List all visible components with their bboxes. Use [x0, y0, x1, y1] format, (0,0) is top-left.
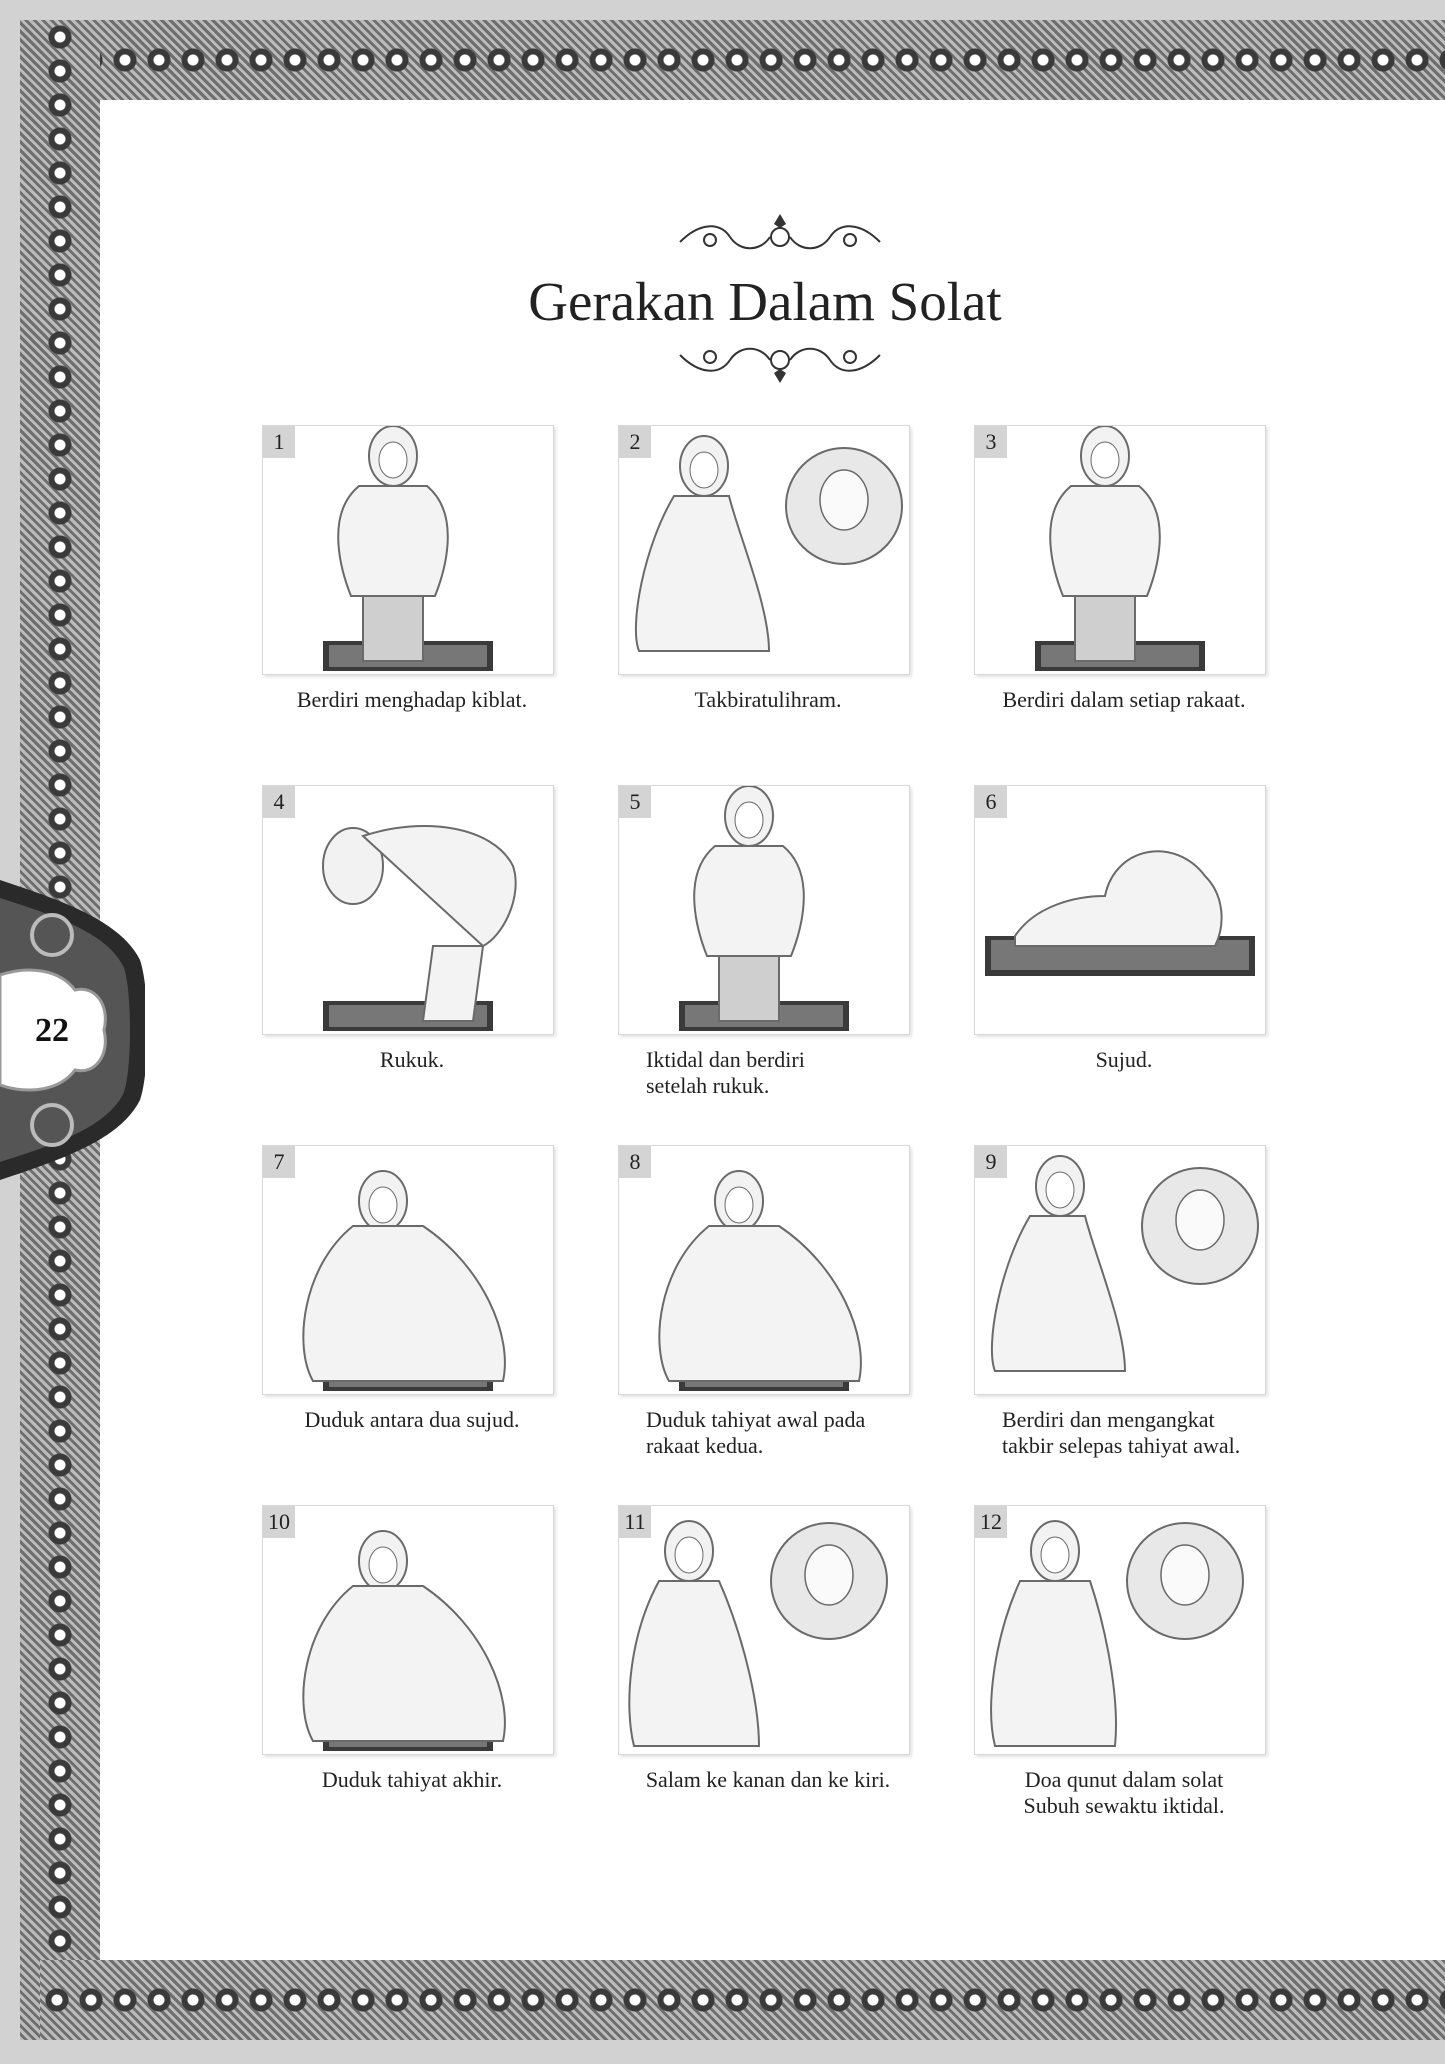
step-number: 12	[975, 1506, 1007, 1538]
page-number: 22	[35, 1012, 69, 1049]
step-caption: Berdiri dan mengangkat takbir selepas tahiyat awal.	[1002, 1407, 1241, 1458]
step-number: 11	[619, 1506, 651, 1538]
standing-figure-icon	[619, 786, 909, 1034]
page-title: Gerakan Dalam Solat	[528, 271, 1002, 332]
step-caption: Berdiri menghadap kiblat.	[296, 687, 528, 712]
takbir-figure-icon	[619, 426, 909, 674]
step-caption: Doa qunut dalam solat Subuh sewaktu iktidal.	[1023, 1767, 1225, 1818]
qunut-figure-icon	[975, 1506, 1265, 1754]
title-flourish-top-icon	[670, 212, 890, 262]
step-illustration-frame	[974, 1505, 1266, 1755]
step-number: 4	[263, 786, 295, 818]
step-illustration-frame	[262, 785, 554, 1035]
step-caption: Sujud.	[1095, 1047, 1153, 1072]
standing-figure-icon	[263, 426, 553, 674]
step-number: 9	[975, 1146, 1007, 1178]
step-number: 1	[263, 426, 295, 458]
step-caption: Takbiratulihram.	[694, 687, 842, 712]
step-number: 7	[263, 1146, 295, 1178]
step-number: 2	[619, 426, 651, 458]
ornamental-border-bottom	[40, 1960, 1445, 2040]
salam-figure-icon	[619, 1506, 909, 1754]
step-number: 10	[263, 1506, 295, 1538]
step-number: 5	[619, 786, 651, 818]
step-illustration-frame	[618, 1145, 910, 1395]
step-illustration-frame	[974, 1145, 1266, 1395]
step-illustration-frame	[974, 425, 1266, 675]
step-illustration-frame	[262, 1505, 554, 1755]
step-illustration-frame	[262, 425, 554, 675]
title-flourish-bottom-icon	[670, 335, 890, 385]
sitting-figure-icon	[619, 1146, 909, 1394]
step-caption: Iktidal dan berdiri setelah rukuk.	[646, 1047, 805, 1098]
step-number: 8	[619, 1146, 651, 1178]
standing-figure-icon	[975, 426, 1265, 674]
sitting-figure-icon	[263, 1146, 553, 1394]
step-illustration-frame	[974, 785, 1266, 1035]
step-illustration-frame	[618, 1505, 910, 1755]
step-caption: Salam ke kanan dan ke kiri.	[645, 1767, 891, 1792]
step-number: 6	[975, 786, 1007, 818]
step-caption: Duduk tahiyat akhir.	[321, 1767, 503, 1792]
takbir-figure-icon	[975, 1146, 1265, 1394]
bowing-figure-icon	[263, 786, 553, 1034]
step-caption: Rukuk.	[379, 1047, 445, 1072]
step-caption: Berdiri dalam setiap rakaat.	[1002, 687, 1246, 712]
step-caption: Duduk antara dua sujud.	[304, 1407, 520, 1432]
sitting-figure-icon	[263, 1506, 553, 1754]
prostration-figure-icon	[975, 786, 1265, 1034]
step-illustration-frame	[618, 785, 910, 1035]
step-number: 3	[975, 426, 1007, 458]
step-caption: Duduk tahiyat awal pada rakaat kedua.	[646, 1407, 866, 1458]
step-illustration-frame	[262, 1145, 554, 1395]
step-illustration-frame	[618, 425, 910, 675]
ornamental-border-top	[40, 20, 1445, 100]
